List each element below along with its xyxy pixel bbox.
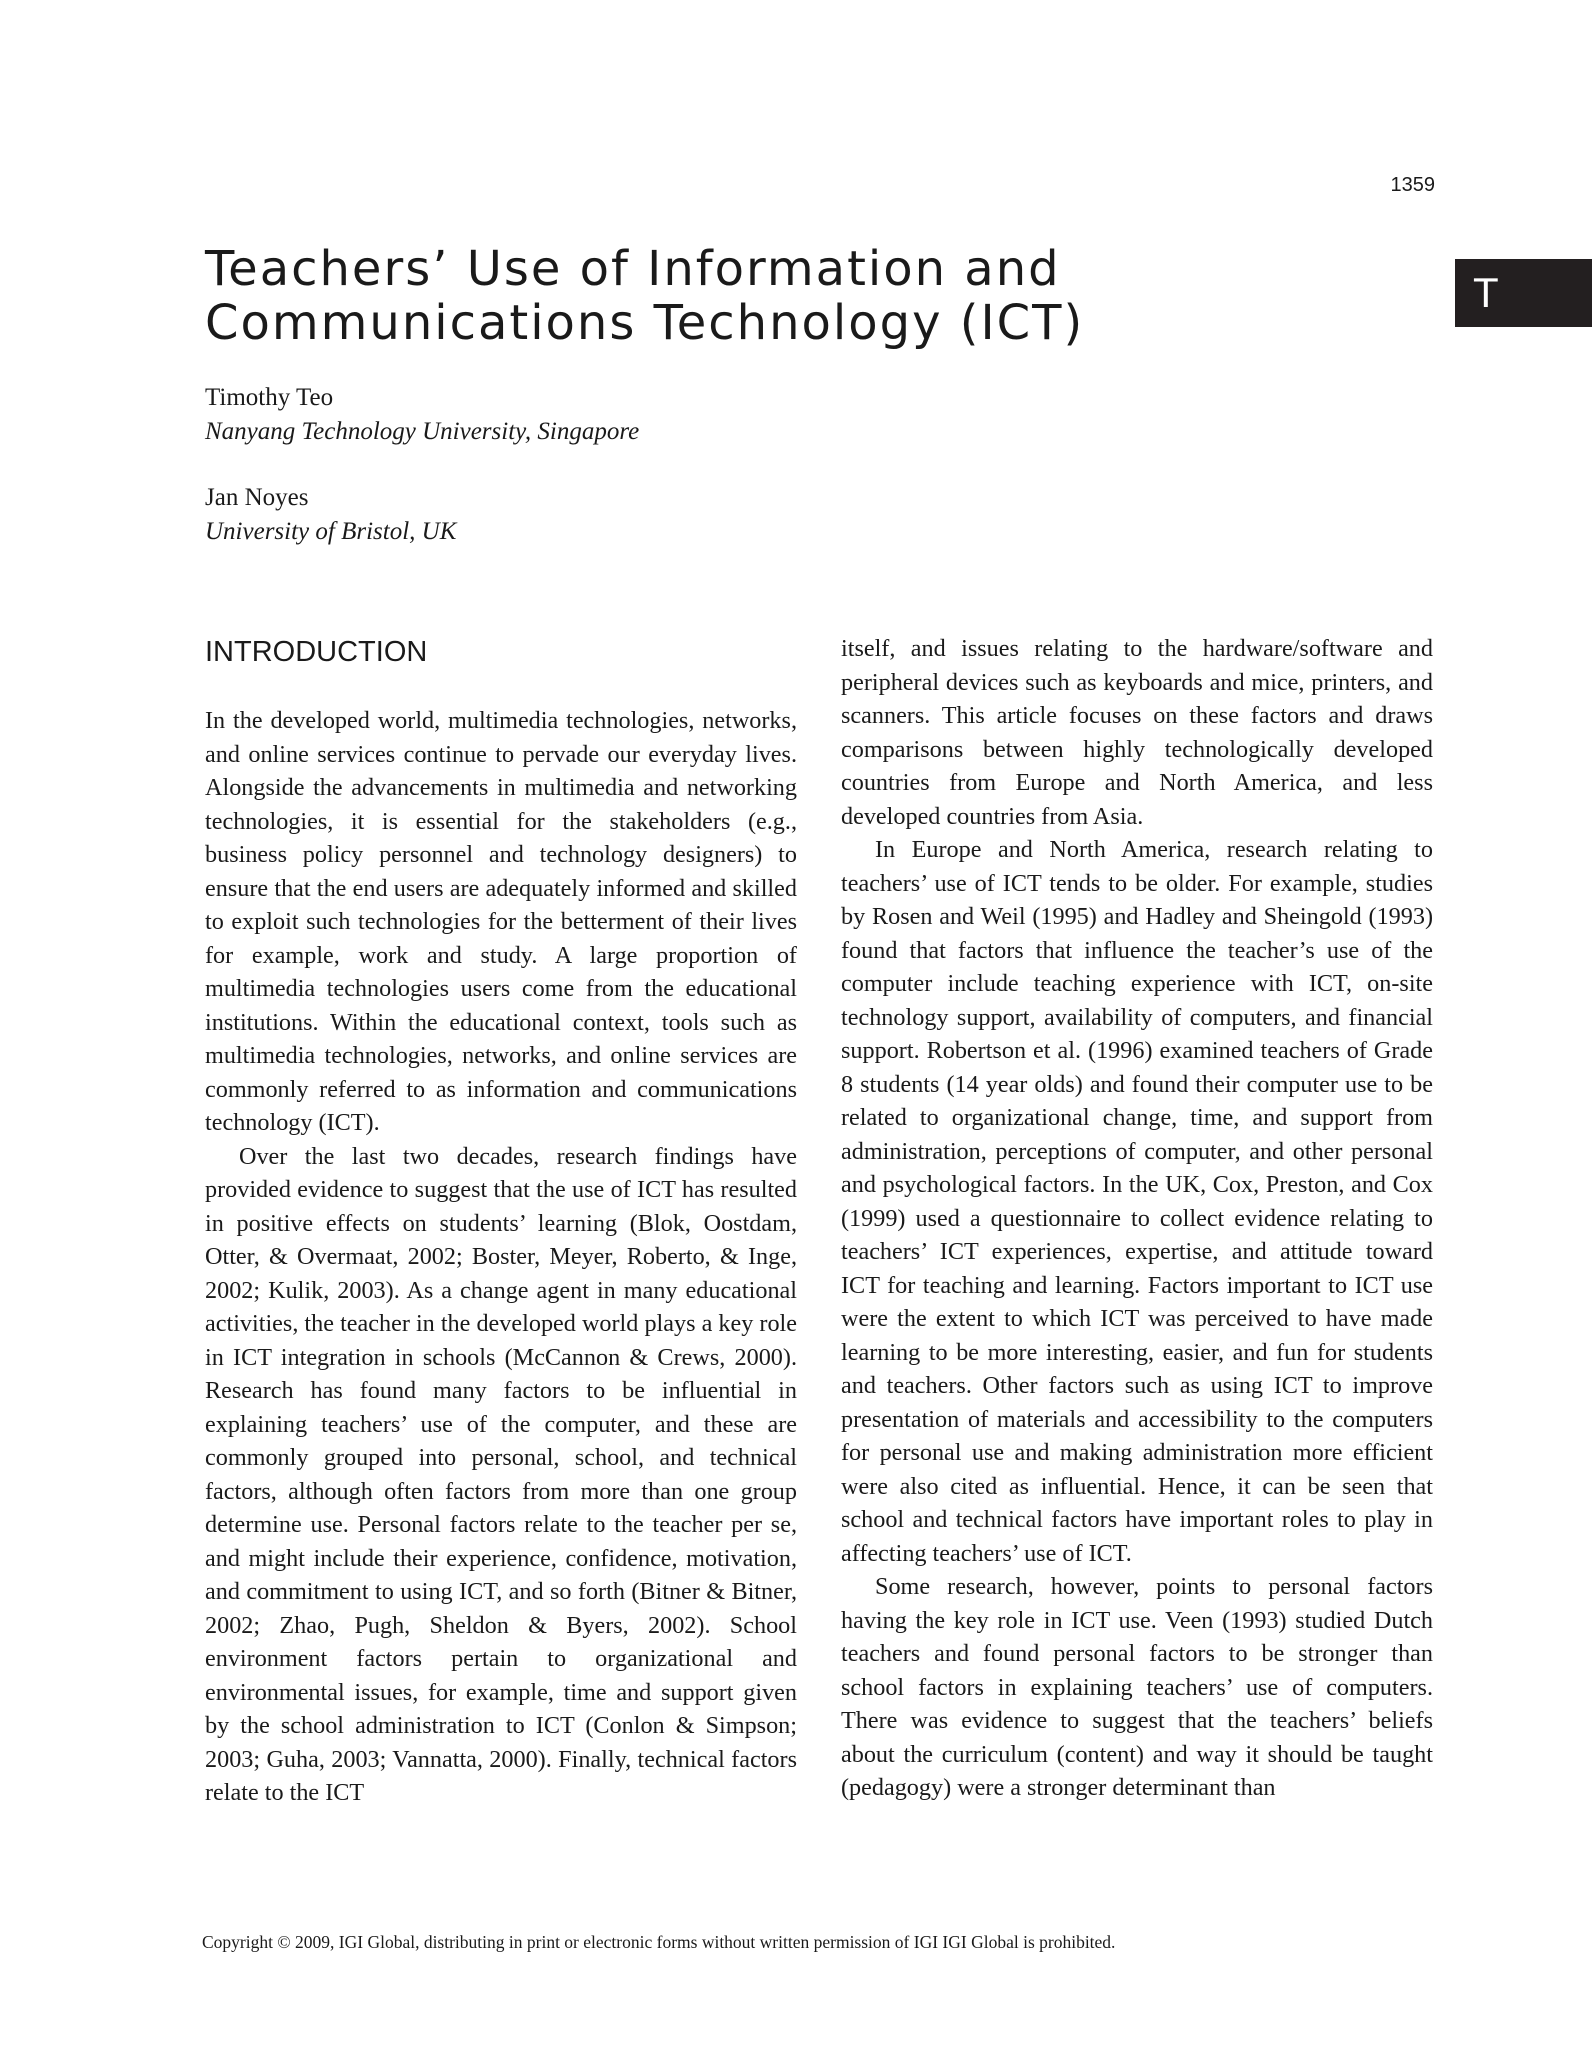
section-heading: INTRODUCTION xyxy=(205,636,428,668)
section-tab: T xyxy=(1455,259,1592,327)
paragraph: itself, and issues relating to the hardware/software and peripheral devices such as keyboards and mice, printers, and scanners. This article focuses on these factors and draws comparisons between highly technologically developed countries from Europe and North America, and less developed countries from Asia. xyxy=(841,635,1433,830)
article-title xyxy=(205,242,1205,350)
author-block-2 xyxy=(205,481,456,549)
page-number: 1359 xyxy=(1390,174,1435,196)
paragraph: In the developed world, multimedia technologies, networks, and online services continue to pervade our everyday lives. Alongside the advancements in multimedia and networking technologies, it is essential for the stakeholders (e.g., business policy personnel and technology designers) to ensure that the end users are adequately informed and skilled to exploit such technologies for the betterment of their lives for example, work and study. A large proportion of multimedia technologies users come from the educational institutions. Within the educational context, tools such as multimedia technologies, networks, and online services are commonly referred to as information and communications technology (ICT). xyxy=(205,707,797,1136)
author-name: Timothy Teo xyxy=(205,384,334,411)
author-affiliation: University of Bristol, UK xyxy=(205,518,457,545)
article-title-line-2: Communications Technology (ICT) xyxy=(205,295,1085,351)
copyright-footer: Copyright © 2009, IGI Global, distributing in print or electronic forms without written permission of IGI IGI Global is prohibited. xyxy=(202,1932,1116,1952)
author-affiliation: Nanyang Technology University, Singapore xyxy=(205,418,640,445)
author-block-1 xyxy=(205,381,639,449)
paragraph: Over the last two decades, research findings have provided evidence to suggest that the use of ICT has resulted in positive effects on students’ learning (Blok, Oostdam, Otter, & Overmaat, 2002; Boster, Meyer, Roberto, & Inge, 2002; Kulik, 2003). As a change agent in many educational activities, the teacher in the developed world plays a key role in ICT integration in schools (McCannon & Crews, 2000). Research has found many factors to be influential in explaining teachers’ use of the computer, and these are commonly grouped into personal, school, and technical factors, although often factors from more than one group determine use. Personal factors relate to the teacher per se, and might include their experience, confidence, motivation, and commitment to using ICT, and so forth (Bitner & Bitner, 2002; Zhao, Pugh, Sheldon & Byers, 2002). School environment factors pertain to organizational and environmental issues, for example, time and support given by the school administration to ICT (Conlon & Simpson; 2003; Guha, 2003; Vannatta, 2000). Finally, technical factors relate to the ICT xyxy=(205,1142,797,1806)
text-column-left xyxy=(205,632,797,1810)
article-title-line-1: Teachers’ Use of Information and xyxy=(205,241,1061,297)
text-column-right xyxy=(841,632,1433,1805)
paragraph: Some research, however, points to personal factors having the key role in ICT use. Veen (1993) studied Dutch teachers and found personal factors to be stronger than school factors in explaining teachers’ use of computers. There was evidence to suggest that the teachers’ beliefs about the curriculum (content) and way it should be taught (pedagogy) were a stronger determinant than xyxy=(841,1573,1433,1801)
paragraph: In Europe and North America, research relating to teachers’ use of ICT tends to be older. For example, studies by Rosen and Weil (1995) and Hadley and Sheingold (1993) found that factors that influence the teacher’s use of the computer include teaching experience with ICT, on-site technology support, availability of computers, and financial support. Robertson et al. (1996) examined teachers of Grade 8 students (14 year olds) and found their computer use to be related to organizational change, time, and support from administration, perceptions of computer, and other personal and psychological factors. In the UK, Cox, Preston, and Cox (1999) used a questionnaire to collect evidence relating to teachers’ ICT experiences, expertise, and attitude toward ICT for teaching and learning. Factors important to ICT use were the extent to which ICT was perceived to have made learning to be more interesting, easier, and fun for students and teachers. Other factors such as using ICT to improve presentation of materials and accessibility to the computers for personal use and making administration more efficient were also cited as influential. Hence, it can be seen that school and technical factors have important roles to play in affecting teachers’ use of ICT. xyxy=(841,836,1433,1567)
author-name: Jan Noyes xyxy=(205,484,309,511)
